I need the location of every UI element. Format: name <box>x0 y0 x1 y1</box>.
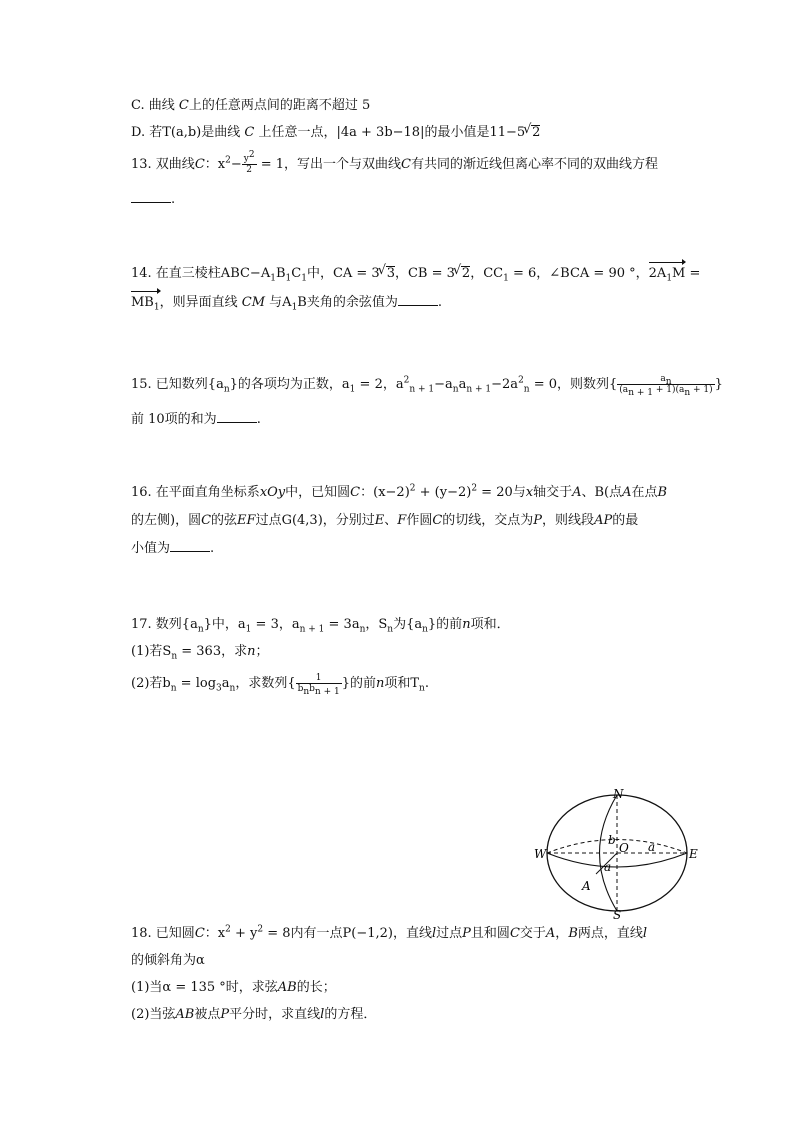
question-16: 16. 在平面直角坐标系xOy中，已知圆C：$(x-2)^2 + (y-2)^2 = 20$与x轴交于A、B(点A在点B <box>131 483 668 500</box>
option-d: D. 若T(a,b)是曲线 C 上任意一点，|4a + 3b−18|的最小值是11−5√ 2 <box>131 124 540 142</box>
label-b: b <box>608 833 616 847</box>
option-c: C. 曲线 C上的任意两点间的距离不超过 5 <box>131 98 371 113</box>
question-16-line3: 小值为 . <box>131 541 215 556</box>
question-17-part2: (2)若$b_n = \log_3a_n$，求数列{ $\frac{1}{b_nb_{n + 1}}$ }的前n项和$T_n$. <box>131 673 429 697</box>
question-13-blank: . <box>131 190 175 209</box>
question-18-line2: 的倾斜角为α <box>131 953 205 968</box>
question-17: 17. 数列$\{a_n\}$中，$a_1 = 3$，$a_{n + 1} = 3a_n$，$S_n$为$\{a_n\}$的前n项和． <box>131 617 510 635</box>
label-o: O <box>619 841 629 855</box>
question-14-line2: $MB_1$，则异面直线 CM 与$A_1B$夹角的余弦值为 . <box>131 295 442 313</box>
question-18-part1: (1)当α = 135 °时，求弦AB的长； <box>131 980 336 995</box>
label-a-equator: a <box>648 840 656 854</box>
label-s: S <box>613 908 622 921</box>
label-a-radius: a <box>604 860 612 874</box>
question-18: 18. 已知圆C：$x^2 + y^2 = 8$内有一点P(−1,2)，直线l过点P且和圆C交于A，B两点，直线l <box>131 924 648 941</box>
question-13: 13. 双曲线C：$x^2-$ $\frac{y^2}{2}$ = 1，写出一个与双曲线C有共同的渐近线但离心率不同的双曲线方程 <box>131 150 658 175</box>
question-14: 14. 在直三棱柱$ABC-A_1B_1C_1$中，CA = 3√ 3，CB = 3√ 2，$CC_1 = 6$，∠BCA = 90 °，$2A_1M$ = <box>131 265 700 283</box>
label-e: E <box>689 847 698 861</box>
sphere-diagram <box>530 786 705 921</box>
question-15: 15. 已知数列$\{a_n\}$的各项均为正数，$a_1 = 2$，$a^2_{n + 1}-a_na_{n + 1}-2a^2_n = 0$，则数列{ $\frac{a_n}{(a_{n + 1} + 1)(a_n + 1)}$ } <box>131 374 723 398</box>
question-15-line2: 前 10项的和为 . <box>131 412 261 427</box>
meridian <box>600 795 618 911</box>
question-17-part1: (1)若$S_n = 363$，求n； <box>131 644 269 662</box>
question-18-part2: (2)当弦AB被点P平分时，求直线l的方程． <box>131 1007 377 1022</box>
label-w: W <box>534 847 547 861</box>
question-16-line2: 的左侧)，圆C的弦EF过点G(4,3)，分别过E、F作圆C的切线，交点为P，则线段AP的最 <box>131 513 639 528</box>
label-point-a: A <box>582 879 591 893</box>
label-n: N <box>613 787 624 801</box>
